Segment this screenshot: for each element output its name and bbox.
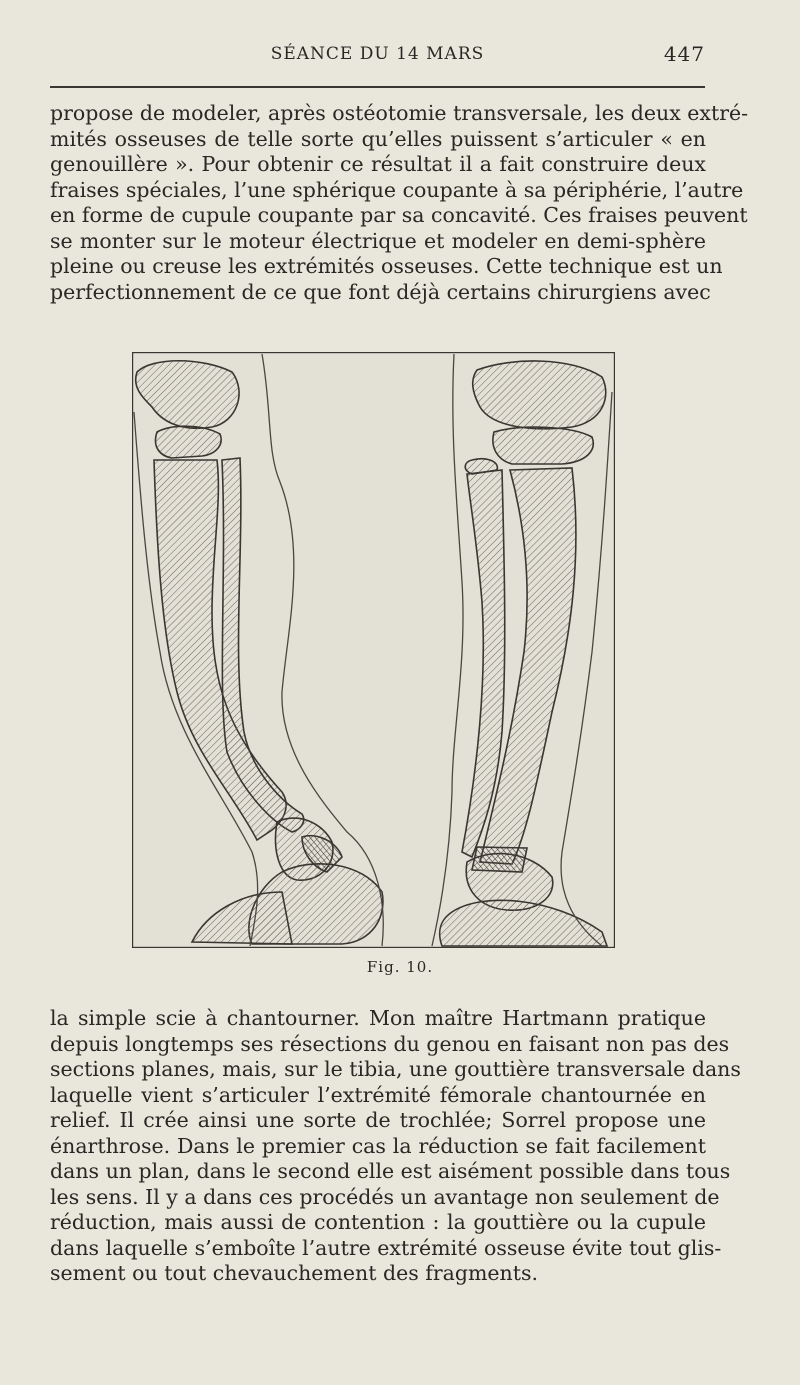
paragraph-2 bbox=[50, 1006, 741, 1287]
text-line: sections planes, mais, sur le tibia, une gouttière transversale dans bbox=[50, 1057, 741, 1081]
text-line: propose de modeler, après ostéotomie transversale, les deux extré- bbox=[50, 101, 749, 125]
text-line: laquelle vient s’articuler l’extrémité fémorale chantournée en bbox=[50, 1082, 706, 1107]
figure-leg-bones bbox=[132, 352, 615, 948]
page-number: 447 bbox=[663, 42, 705, 66]
text-line: perfectionnement de ce que font déjà certains chirurgiens avec bbox=[50, 279, 711, 304]
text-line: énarthrose. Dans le premier cas la réduction se fait facilement bbox=[50, 1133, 706, 1158]
text-line: la simple scie à chantourner. Mon maître Hartmann pratique bbox=[50, 1006, 706, 1030]
text-line: dans laquelle s’emboîte l’autre extrémité osseuse évite tout glis- bbox=[50, 1235, 722, 1260]
text-line: depuis longtemps ses résections du genou en faisant non pas des bbox=[50, 1031, 730, 1056]
text-line: se monter sur le moteur électrique et modeler en demi-sphère bbox=[50, 228, 706, 253]
header-rule bbox=[50, 86, 705, 88]
running-head-title: SÉANCE DU 14 MARS bbox=[270, 44, 485, 64]
figure-caption: Fig. 10. bbox=[366, 958, 434, 976]
text-line: en forme de cupule coupante par sa concavité. Ces fraises peuvent bbox=[50, 203, 748, 227]
text-line: sement ou tout chevauchement des fragments. bbox=[50, 1261, 539, 1285]
running-head bbox=[50, 44, 705, 72]
text-line: dans un plan, dans le second elle est aisément possible dans tous bbox=[50, 1159, 731, 1183]
paragraph-1 bbox=[50, 101, 749, 305]
text-line: relief. Il crée ainsi une sorte de trochlée; Sorrel propose une bbox=[50, 1108, 706, 1132]
text-line: genouillère ». Pour obtenir ce résultat il a fait construire deux bbox=[50, 152, 706, 176]
text-line: fraises spéciales, l’une sphérique coupante à sa périphérie, l’autre bbox=[50, 177, 744, 202]
text-line: mités osseuses de telle sorte qu’elles puissent s’articuler « en bbox=[50, 126, 706, 151]
text-line: réduction, mais aussi de contention : la gouttière ou la cupule bbox=[50, 1210, 706, 1234]
text-line: les sens. Il y a dans ces procédés un avantage non seulement de bbox=[50, 1184, 720, 1209]
text-line: pleine ou creuse les extrémités osseuses. Cette technique est un bbox=[50, 254, 723, 278]
